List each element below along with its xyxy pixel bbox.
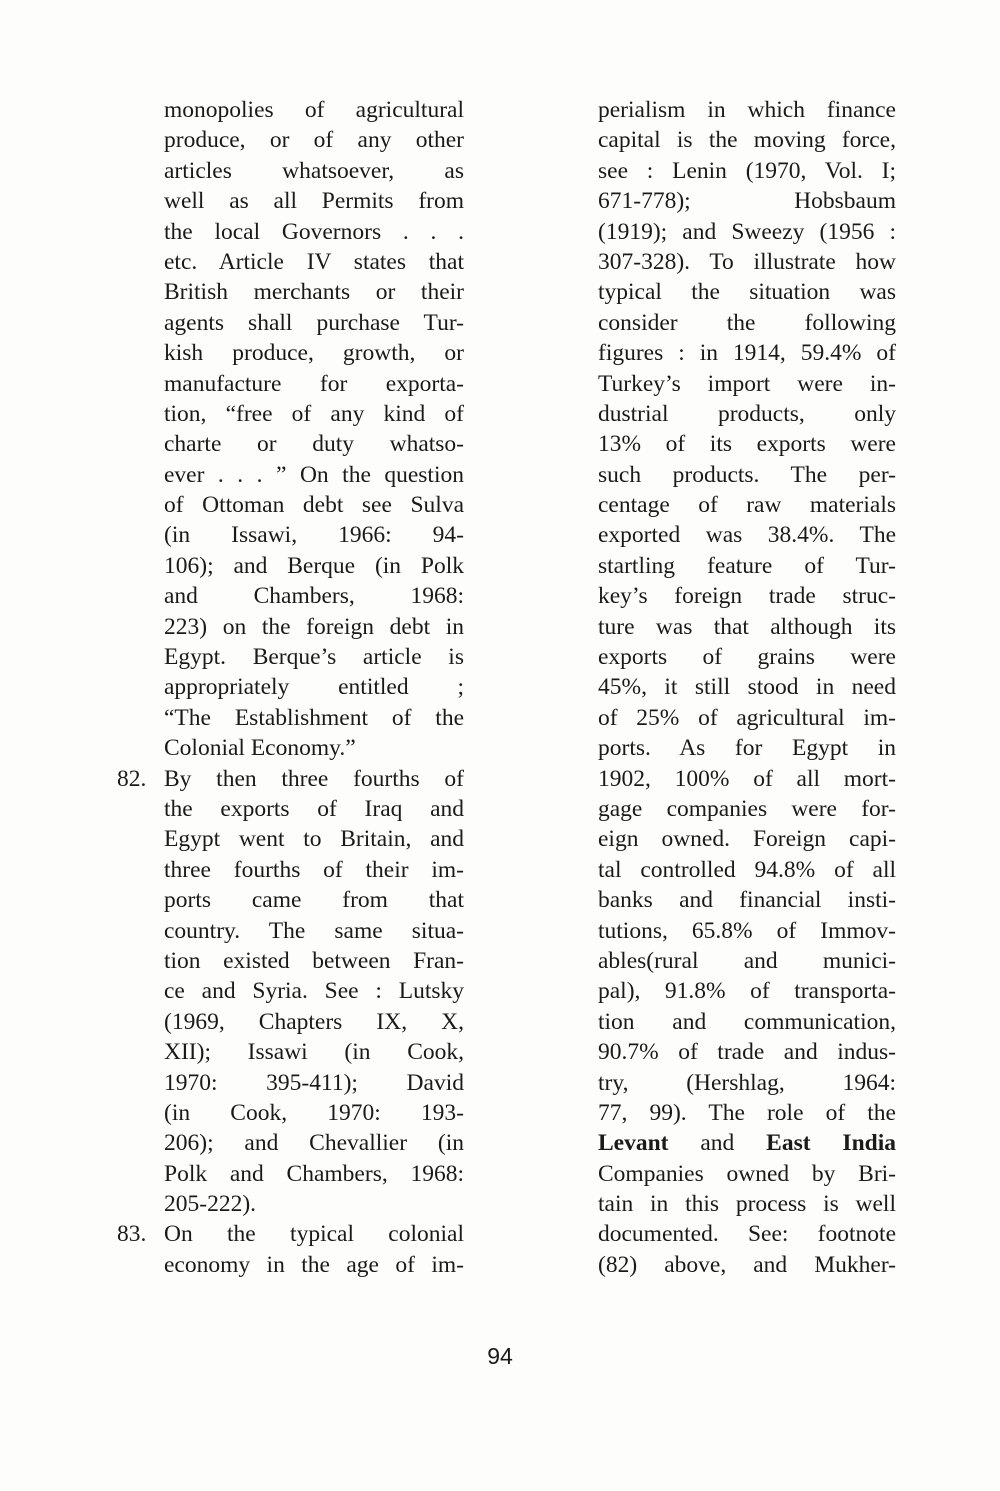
- text-line: tion, “free of any kind of: [164, 400, 464, 427]
- text-line: (in Cook, 1970: 193-: [164, 1099, 464, 1126]
- text-line: monopolies of agricultural: [164, 97, 464, 123]
- text-line: eign owned. Foreign capi-: [598, 826, 896, 853]
- text-line: documented. See: footnote: [598, 1221, 896, 1248]
- text-line: (1969, Chapters IX, X,: [164, 1008, 464, 1035]
- text-line: well as all Permits from: [164, 188, 464, 215]
- text-line: tion and communication,: [598, 1008, 896, 1035]
- text-line: 1902, 100% of all mort-: [598, 765, 896, 792]
- text-line: the exports of Iraq and: [164, 795, 464, 822]
- text-line: Colonial Economy.”: [164, 735, 356, 762]
- text-line: (1919); and Sweezy (1956 :: [598, 218, 896, 245]
- text-line: kish produce, growth, or: [164, 340, 464, 367]
- text-line: see : Lenin (1970, Vol. I;: [598, 157, 896, 184]
- text-line: banks and financial insti-: [598, 887, 896, 914]
- text-line: produce, or of any other: [164, 127, 464, 154]
- text-line: pal), 91.8% of transporta-: [598, 978, 896, 1005]
- text-line: By then three fourths of: [164, 765, 464, 792]
- text-line: (in Issawi, 1966: 94-: [164, 522, 464, 549]
- text-line: 671-778); Hobsbaum: [598, 188, 896, 215]
- text-line: 1970: 395-411); David: [164, 1069, 464, 1096]
- text-line: exported was 38.4%. The: [598, 522, 896, 549]
- text-line: agents shall purchase Tur-: [164, 309, 464, 336]
- text-line: 205-222).: [164, 1191, 257, 1218]
- text-line: ever . . . ” On the question: [164, 461, 464, 488]
- text-line: economy in the age of im-: [164, 1251, 464, 1278]
- text-line: consider the following: [598, 309, 896, 336]
- text-line: ables(rural and munici-: [598, 947, 896, 974]
- text-line: (82) above, and Mukher-: [598, 1251, 896, 1278]
- text-line: try, (Hershlag, 1964:: [598, 1069, 896, 1096]
- bold-companies-line: [598, 1128, 896, 1158]
- text-line: centage of raw materials: [598, 492, 896, 519]
- text-line: tain in this process is well: [598, 1191, 896, 1218]
- text-line: tutions, 65.8% of Immov-: [598, 917, 896, 944]
- text-line: 45%, it still stood in need: [598, 674, 896, 701]
- text-line: ports came from that: [164, 887, 464, 914]
- text-line: typical the situation was: [598, 279, 896, 306]
- text-line: 206); and Chevallier (in: [164, 1130, 464, 1157]
- right-column: [598, 95, 896, 1280]
- footnote-82: [117, 764, 464, 1220]
- text-line: 77, 99). The role of the: [598, 1099, 896, 1126]
- footnote-81-continuation: [164, 95, 464, 764]
- text-line: country. The same situa-: [164, 917, 464, 944]
- text-line: of 25% of agricultural im-: [598, 704, 896, 731]
- text-line: startling feature of Tur-: [598, 552, 896, 579]
- text-line: dustrial products, only: [598, 400, 896, 427]
- text-line: tion existed between Fran-: [164, 947, 464, 974]
- footnote-83: [117, 1219, 464, 1280]
- text-line: “The Establishment of the: [164, 704, 464, 731]
- text-line: such products. The per-: [598, 461, 896, 488]
- footnote-number: 83.: [117, 1221, 147, 1248]
- text-line: ture was that although its: [598, 613, 896, 640]
- text-line: and Chambers, 1968:: [164, 583, 464, 610]
- text-line: etc. Article IV states that: [164, 248, 464, 275]
- east-bold: East: [766, 1130, 811, 1157]
- text-line: the local Governors . . .: [164, 218, 464, 245]
- text-line: 106); and Berque (in Polk: [164, 552, 464, 579]
- levant-bold: Levant: [598, 1130, 669, 1157]
- text-line: ce and Syria. See : Lutsky: [164, 978, 464, 1005]
- text-line: British merchants or their: [164, 279, 464, 306]
- text-line: Polk and Chambers, 1968:: [164, 1160, 464, 1187]
- text-line: On the typical colonial: [164, 1221, 464, 1248]
- page-number: 94: [487, 1343, 513, 1369]
- and-word: and: [700, 1130, 735, 1157]
- text-line: XII); Issawi (in Cook,: [164, 1039, 464, 1066]
- text-line: ports. As for Egypt in: [598, 735, 896, 762]
- text-line: key’s foreign trade struc-: [598, 583, 896, 610]
- text-line: manufacture for exporta-: [164, 370, 464, 397]
- footnote-number: 82.: [117, 765, 147, 792]
- text-line: Companies owned by Bri-: [598, 1160, 896, 1187]
- text-line: Turkey’s import were in-: [598, 370, 896, 397]
- text-line: three fourths of their im-: [164, 856, 464, 883]
- text-line: capital is the moving force,: [598, 127, 896, 154]
- text-line: articles whatsoever, as: [164, 157, 464, 184]
- text-line: Egypt went to Britain, and: [164, 826, 464, 853]
- text-line: 90.7% of trade and indus-: [598, 1039, 896, 1066]
- text-line: perialism in which finance: [598, 97, 896, 123]
- text-line: tal controlled 94.8% of all: [598, 856, 896, 883]
- text-line: 223) on the foreign debt in: [164, 613, 464, 640]
- text-line: gage companies were for-: [598, 795, 896, 822]
- india-bold: India: [842, 1130, 896, 1157]
- text-line: exports of grains were: [598, 644, 896, 671]
- text-line: appropriately entitled ;: [164, 674, 464, 701]
- text-line: Egypt. Berque’s article is: [164, 644, 464, 671]
- text-line: charte or duty whatso-: [164, 431, 464, 458]
- text-line: of Ottoman debt see Sulva: [164, 492, 464, 519]
- text-line: 307-328). To illustrate how: [598, 248, 896, 275]
- text-line: figures : in 1914, 59.4% of: [598, 340, 896, 367]
- text-line: 13% of its exports were: [598, 431, 896, 458]
- left-column: [117, 95, 464, 1280]
